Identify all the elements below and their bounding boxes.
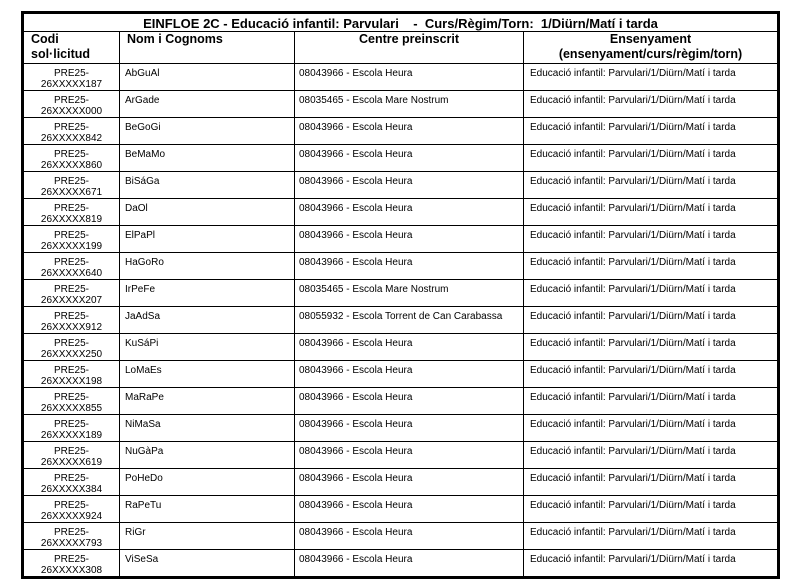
table-row — [23, 496, 779, 523]
teaching-cell: Educació infantil: Parvulari/1/Diürn/Matí i tarda — [524, 145, 779, 172]
application-code-prefix: PRE25- — [53, 527, 89, 538]
table-row — [23, 550, 779, 578]
centre-cell: 08043966 - Escola Heura — [295, 145, 524, 172]
application-code-prefix: PRE25- — [53, 473, 89, 484]
application-code-cell — [23, 469, 120, 496]
applicant-name-cell: HaGoRo — [120, 253, 295, 280]
application-code-cell — [23, 361, 120, 388]
header-row — [23, 32, 779, 64]
application-code-prefix: PRE25- — [53, 554, 89, 565]
application-code-prefix: PRE25- — [53, 500, 89, 511]
applicant-name-cell: NiMaSa — [120, 415, 295, 442]
table-row — [23, 280, 779, 307]
application-code-cell — [23, 91, 120, 118]
application-code-cell — [23, 307, 120, 334]
centre-cell: 08035465 - Escola Mare Nostrum — [295, 280, 524, 307]
application-code-cell — [23, 523, 120, 550]
table-row — [23, 361, 779, 388]
application-code-number: 26XXXXX924 — [40, 511, 103, 522]
teaching-cell: Educació infantil: Parvulari/1/Diürn/Matí i tarda — [524, 118, 779, 145]
centre-cell: 08043966 - Escola Heura — [295, 64, 524, 91]
application-code-number: 26XXXXX855 — [40, 403, 103, 414]
table-row — [23, 334, 779, 361]
application-code-prefix: PRE25- — [53, 68, 89, 79]
application-code-number: 26XXXXX187 — [40, 79, 103, 90]
application-code-cell — [23, 172, 120, 199]
header-ens-line2: (ensenyament/curs/règim/torn) — [558, 47, 743, 61]
applicant-name-cell: JaAdSa — [120, 307, 295, 334]
applicant-name-cell: ArGade — [120, 91, 295, 118]
applicant-name-cell: ElPaPl — [120, 226, 295, 253]
centre-cell: 08043966 - Escola Heura — [295, 496, 524, 523]
table-row — [23, 523, 779, 550]
application-code-number: 26XXXXX793 — [40, 538, 103, 549]
application-code-prefix: PRE25- — [53, 203, 89, 214]
header-centre: Centre preinscrit — [295, 32, 524, 64]
applicant-name-cell: BeMaMo — [120, 145, 295, 172]
applicant-name-cell: KuSáPi — [120, 334, 295, 361]
table-row — [23, 64, 779, 91]
applicant-name-cell: BeGoGi — [120, 118, 295, 145]
application-code-prefix: PRE25- — [53, 338, 89, 349]
teaching-cell: Educació infantil: Parvulari/1/Diürn/Matí i tarda — [524, 64, 779, 91]
header-ens-line1: Ensenyament — [609, 32, 692, 46]
application-code-number: 26XXXXX250 — [40, 349, 103, 360]
teaching-cell: Educació infantil: Parvulari/1/Diürn/Matí i tarda — [524, 307, 779, 334]
application-code-number: 26XXXXX912 — [40, 322, 103, 333]
application-code-prefix: PRE25- — [53, 149, 89, 160]
centre-cell: 08043966 - Escola Heura — [295, 388, 524, 415]
application-code-number: 26XXXXX842 — [40, 133, 103, 144]
application-code-number: 26XXXXX189 — [40, 430, 103, 441]
centre-cell: 08043966 - Escola Heura — [295, 199, 524, 226]
centre-cell: 08043966 - Escola Heura — [295, 226, 524, 253]
application-code-cell — [23, 388, 120, 415]
applicant-name-cell: ViSeSa — [120, 550, 295, 578]
application-code-cell — [23, 253, 120, 280]
applicant-name-cell: IrPeFe — [120, 280, 295, 307]
centre-cell: 08043966 - Escola Heura — [295, 334, 524, 361]
centre-cell: 08043966 - Escola Heura — [295, 550, 524, 578]
application-code-cell — [23, 442, 120, 469]
table-row — [23, 145, 779, 172]
header-full-name: Nom i Cognoms — [120, 32, 295, 64]
application-code-cell — [23, 334, 120, 361]
application-code-cell — [23, 199, 120, 226]
centre-cell: 08043966 - Escola Heura — [295, 469, 524, 496]
teaching-cell: Educació infantil: Parvulari/1/Diürn/Matí i tarda — [524, 172, 779, 199]
applicant-name-cell: RaPeTu — [120, 496, 295, 523]
teaching-cell: Educació infantil: Parvulari/1/Diürn/Matí i tarda — [524, 199, 779, 226]
table-row — [23, 91, 779, 118]
table-row — [23, 199, 779, 226]
header-code-line1: Codi — [31, 32, 59, 46]
centre-cell: 08043966 - Escola Heura — [295, 253, 524, 280]
application-code-number: 26XXXXX619 — [40, 457, 103, 468]
applicant-name-cell: PoHeDo — [120, 469, 295, 496]
teaching-cell: Educació infantil: Parvulari/1/Diürn/Matí i tarda — [524, 388, 779, 415]
application-code-prefix: PRE25- — [53, 257, 89, 268]
teaching-cell: Educació infantil: Parvulari/1/Diürn/Matí i tarda — [524, 496, 779, 523]
application-code-number: 26XXXXX198 — [40, 376, 103, 387]
title-row — [23, 13, 779, 32]
admissions-list-sheet — [21, 11, 777, 579]
application-code-cell — [23, 64, 120, 91]
application-code-number: 26XXXXX819 — [40, 214, 103, 225]
teaching-cell: Educació infantil: Parvulari/1/Diürn/Matí i tarda — [524, 523, 779, 550]
teaching-cell: Educació infantil: Parvulari/1/Diürn/Matí i tarda — [524, 334, 779, 361]
application-code-cell — [23, 226, 120, 253]
application-code-cell — [23, 415, 120, 442]
table-row — [23, 469, 779, 496]
table-row — [23, 118, 779, 145]
table-row — [23, 388, 779, 415]
centre-cell: 08043966 - Escola Heura — [295, 172, 524, 199]
application-code-number: 26XXXXX860 — [40, 160, 103, 171]
centre-cell: 08043966 - Escola Heura — [295, 415, 524, 442]
applicant-name-cell: RiGr — [120, 523, 295, 550]
teaching-cell: Educació infantil: Parvulari/1/Diürn/Matí i tarda — [524, 469, 779, 496]
list-title: EINFLOE 2C - Educació infantil: Parvulari - Curs/Règim/Torn: 1/Diürn/Matí i tarda — [23, 13, 779, 32]
applicant-name-cell: NuGàPa — [120, 442, 295, 469]
application-code-prefix: PRE25- — [53, 365, 89, 376]
applicant-name-cell: DaOl — [120, 199, 295, 226]
application-code-number: 26XXXXX000 — [40, 106, 103, 117]
table-row — [23, 172, 779, 199]
centre-cell: 08055932 - Escola Torrent de Can Carabassa — [295, 307, 524, 334]
centre-cell: 08043966 - Escola Heura — [295, 442, 524, 469]
application-code-prefix: PRE25- — [53, 122, 89, 133]
header-code-line2: sol·licitud — [31, 47, 91, 61]
application-code-cell — [23, 280, 120, 307]
application-code-prefix: PRE25- — [53, 392, 89, 403]
application-code-prefix: PRE25- — [53, 446, 89, 457]
teaching-cell: Educació infantil: Parvulari/1/Diürn/Matí i tarda — [524, 361, 779, 388]
centre-cell: 08043966 - Escola Heura — [295, 118, 524, 145]
teaching-cell: Educació infantil: Parvulari/1/Diürn/Matí i tarda — [524, 442, 779, 469]
application-code-number: 26XXXXX199 — [40, 241, 103, 252]
applicant-name-cell: BiSáGa — [120, 172, 295, 199]
admissions-table — [21, 11, 780, 579]
teaching-cell: Educació infantil: Parvulari/1/Diürn/Matí i tarda — [524, 226, 779, 253]
application-code-number: 26XXXXX207 — [40, 295, 103, 306]
table-row — [23, 442, 779, 469]
teaching-cell: Educació infantil: Parvulari/1/Diürn/Matí i tarda — [524, 91, 779, 118]
application-code-number: 26XXXXX308 — [40, 565, 103, 576]
applicant-name-cell: AbGuAl — [120, 64, 295, 91]
table-row — [23, 226, 779, 253]
table-row — [23, 253, 779, 280]
application-code-prefix: PRE25- — [53, 284, 89, 295]
teaching-cell: Educació infantil: Parvulari/1/Diürn/Matí i tarda — [524, 280, 779, 307]
application-code-cell — [23, 118, 120, 145]
application-code-prefix: PRE25- — [53, 176, 89, 187]
application-code-cell — [23, 145, 120, 172]
header-teaching — [524, 32, 779, 64]
application-code-number: 26XXXXX640 — [40, 268, 103, 279]
application-code-number: 26XXXXX384 — [40, 484, 103, 495]
centre-cell: 08035465 - Escola Mare Nostrum — [295, 91, 524, 118]
teaching-cell: Educació infantil: Parvulari/1/Diürn/Matí i tarda — [524, 415, 779, 442]
table-row — [23, 307, 779, 334]
application-code-cell — [23, 496, 120, 523]
header-application-code — [23, 32, 120, 64]
centre-cell: 08043966 - Escola Heura — [295, 523, 524, 550]
application-code-cell — [23, 550, 120, 578]
teaching-cell: Educació infantil: Parvulari/1/Diürn/Matí i tarda — [524, 253, 779, 280]
applicant-name-cell: MaRaPe — [120, 388, 295, 415]
applicant-name-cell: LoMaEs — [120, 361, 295, 388]
application-code-number: 26XXXXX671 — [40, 187, 103, 198]
table-row — [23, 415, 779, 442]
application-code-prefix: PRE25- — [53, 419, 89, 430]
application-code-prefix: PRE25- — [53, 311, 89, 322]
teaching-cell: Educació infantil: Parvulari/1/Diürn/Matí i tarda — [524, 550, 779, 578]
application-code-prefix: PRE25- — [53, 95, 89, 106]
application-code-prefix: PRE25- — [53, 230, 89, 241]
centre-cell: 08043966 - Escola Heura — [295, 361, 524, 388]
